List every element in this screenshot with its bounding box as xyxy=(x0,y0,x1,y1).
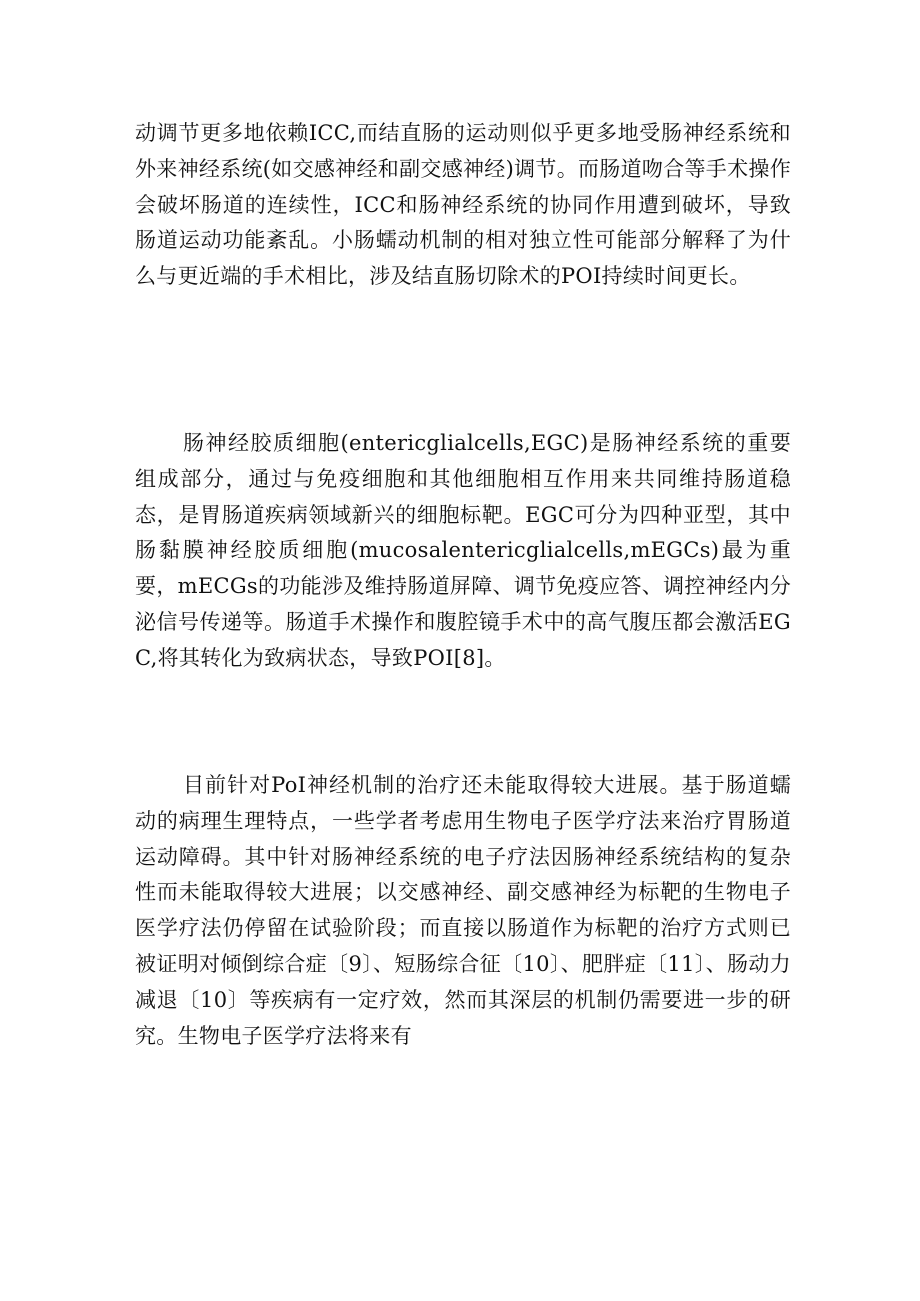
body-paragraph-3: 目前针对PoI神经机制的治疗还未能取得较大进展。基于肠道蠕动的病理生理特点，一些学者考虑用生物电子医学疗法来治疗胃肠道运动障碍。其中针对肠神经系统的电子疗法因肠神经系统结构的复杂性而未能取得较大进展；以交感神经、副交感神经为标靶的生物电子医学疗法仍停留在试验阶段；而直接以肠道作为标靶的治疗方式则已被证明对倾倒综合症〔9〕、短肠综合征〔10〕、肥胖症〔11〕、肠动力减退〔10〕等疾病有一定疗效，然而其深层的机制仍需要进一步的研究。生物电子医学疗法将来有 xyxy=(135,773,791,1048)
body-paragraph-1: 动调节更多地依赖ICC,而结直肠的运动则似乎更多地受肠神经系统和外来神经系统(如交感神经和副交感神经)调节。而肠道吻合等手术操作会破坏肠道的连续性，ICC和肠神经系统的协同作用遭到破坏，导致肠道运动功能紊乱。小肠蠕动机制的相对独立性可能部分解释了为什么与更近端的手术相比，涉及结直肠切除术的POI持续时间更长。 xyxy=(135,121,791,289)
body-paragraph-2: 肠神经胶质细胞(entericglialcells,EGC)是肠神经系统的重要组成部分，通过与免疫细胞和其他细胞相互作用来共同维持肠道稳态，是胃肠道疾病领域新兴的细胞标靶。EGC可分为四种亚型，其中肠黏膜神经胶质细胞(mucosalentericglialcells,mEGCs)最为重要，mECGs的功能涉及维持肠道屏障、调节免疫应答、调控神经内分泌信号传递等。肠道手术操作和腹腔镜手术中的高气腹压都会激活EGC,将其转化为致病状态，导致POI[8]。 xyxy=(135,431,791,670)
